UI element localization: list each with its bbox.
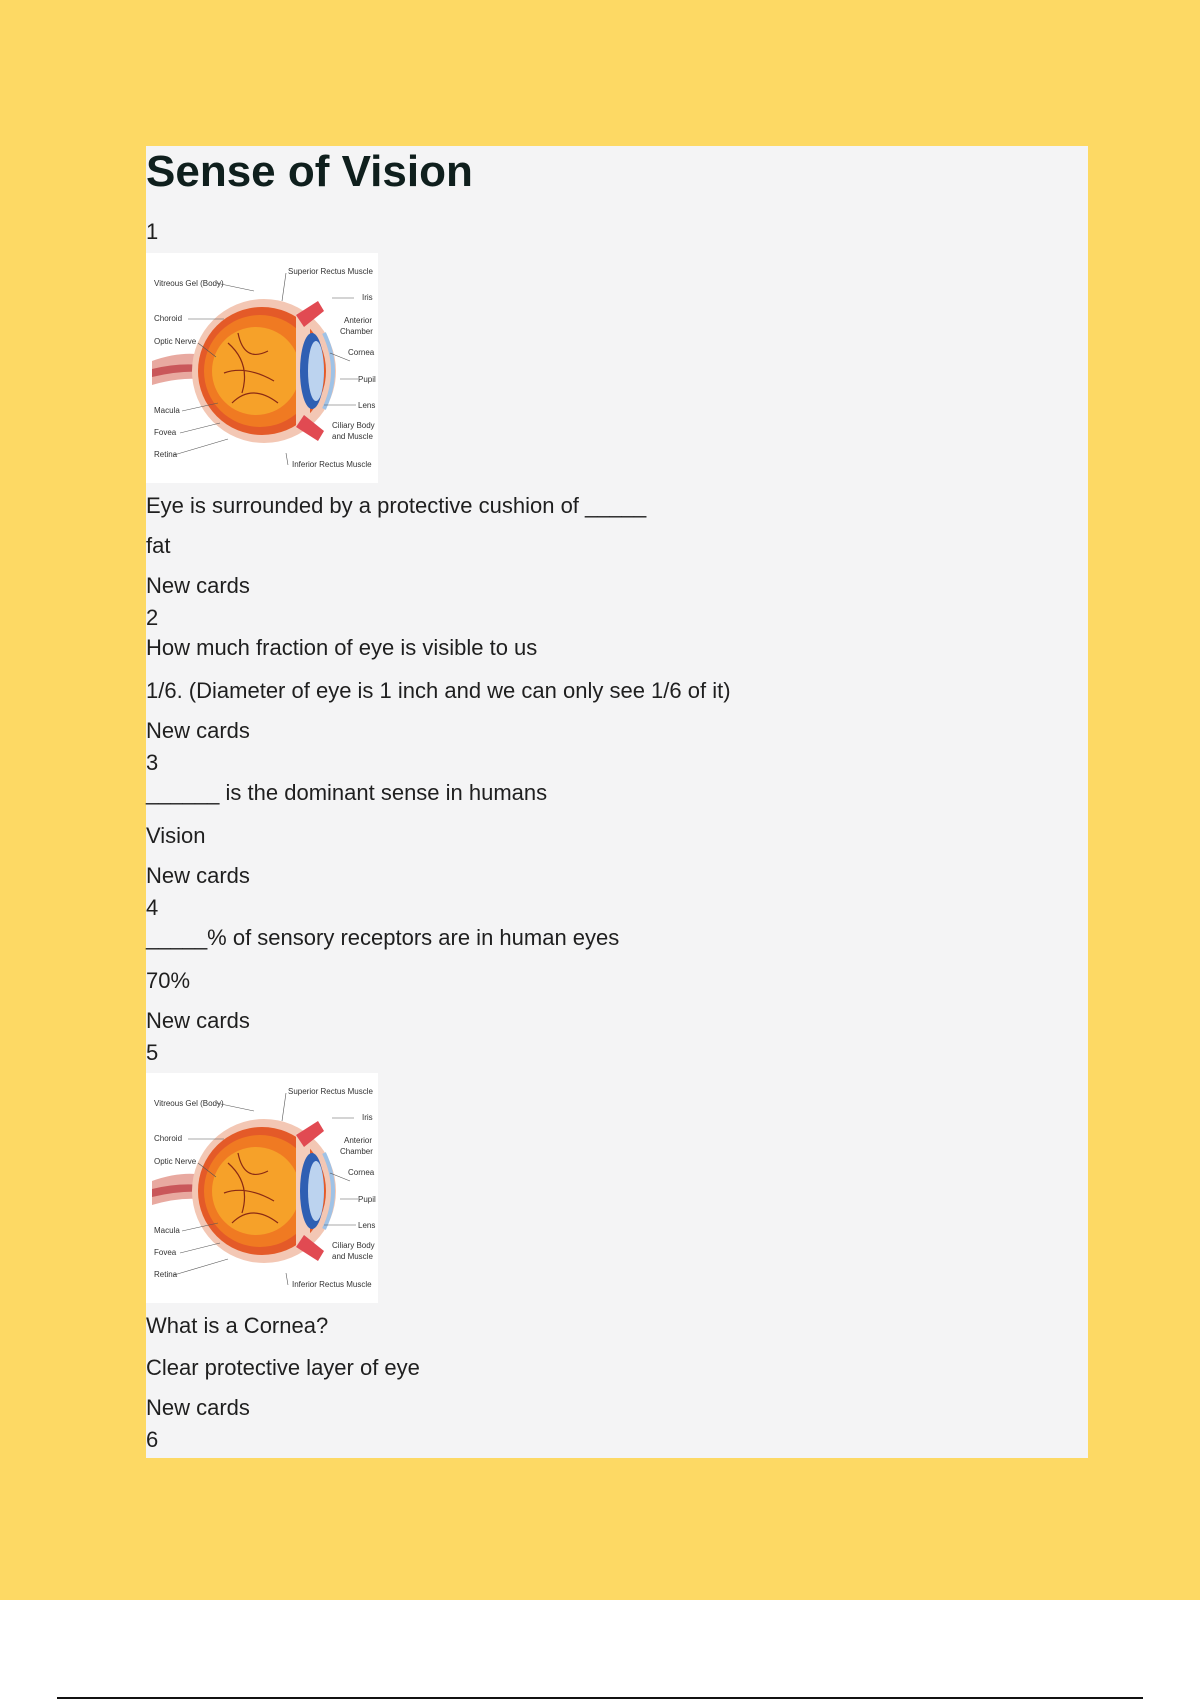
card-question: ______ is the dominant sense in humans (146, 780, 548, 805)
card-question: What is a Cornea? (146, 1313, 329, 1338)
svg-text:Anterior: Anterior (344, 1136, 373, 1145)
svg-text:Inferior Rectus Muscle: Inferior Rectus Muscle (292, 460, 372, 469)
card-question: How much fraction of eye is visible to us (146, 635, 538, 660)
svg-text:Choroid: Choroid (154, 1134, 183, 1143)
svg-text:Ciliary Body: Ciliary Body (332, 421, 375, 430)
svg-text:Retina: Retina (154, 1270, 178, 1279)
card-deck-label: New cards (146, 863, 250, 888)
eye-diagram-svg (146, 253, 378, 483)
card-question: _____% of sensory receptors are in human eyes (146, 925, 620, 950)
card-deck-label: New cards (146, 1395, 250, 1420)
svg-text:Superior Rectus Muscle: Superior Rectus Muscle (288, 1087, 373, 1096)
card-answer: fat (146, 533, 171, 558)
card-answer: 70% (146, 968, 191, 993)
svg-text:Lens: Lens (358, 1221, 376, 1230)
svg-text:Chamber: Chamber (340, 1147, 373, 1156)
svg-text:Superior Rectus Muscle: Superior Rectus Muscle (288, 267, 373, 276)
svg-text:Chamber: Chamber (340, 327, 373, 336)
svg-text:Vitreous Gel (Body): Vitreous Gel (Body) (154, 279, 224, 288)
svg-text:Pupil: Pupil (358, 1195, 376, 1204)
card-answer: 1/6. (Diameter of eye is 1 inch and we can only see 1/6 of it) (146, 678, 731, 703)
card-number: 1 (146, 219, 159, 244)
svg-text:Pupil: Pupil (358, 375, 376, 384)
svg-text:Iris: Iris (362, 1113, 373, 1122)
card-number: 2 (146, 605, 159, 630)
eye-anatomy-image (146, 253, 378, 483)
card-question: Eye is surrounded by a protective cushion of _____ (146, 493, 647, 518)
card-number: 6 (146, 1427, 159, 1452)
svg-text:Iris: Iris (362, 293, 373, 302)
svg-text:Anterior: Anterior (344, 316, 373, 325)
eye-diagram-svg (146, 1073, 378, 1303)
card-deck-label: New cards (146, 1008, 250, 1033)
svg-text:Retina: Retina (154, 450, 178, 459)
svg-text:Fovea: Fovea (154, 1248, 177, 1257)
svg-text:Vitreous Gel (Body): Vitreous Gel (Body) (154, 1099, 224, 1108)
card-deck-label: New cards (146, 573, 250, 598)
card-number: 5 (146, 1040, 159, 1065)
svg-text:Lens: Lens (358, 401, 376, 410)
card-answer: Clear protective layer of eye (146, 1355, 420, 1380)
card-deck-label: New cards (146, 718, 250, 743)
svg-text:Ciliary Body: Ciliary Body (332, 1241, 375, 1250)
svg-text:Optic Nerve: Optic Nerve (154, 1157, 197, 1166)
svg-text:Macula: Macula (154, 406, 180, 415)
svg-text:Fovea: Fovea (154, 428, 177, 437)
card-answer: Vision (146, 823, 206, 848)
eye-anatomy-image (146, 1073, 378, 1303)
card-number: 3 (146, 750, 159, 775)
page-title: Sense of Vision (146, 147, 473, 196)
svg-text:Cornea: Cornea (348, 348, 375, 357)
svg-text:Macula: Macula (154, 1226, 180, 1235)
footer-divider (57, 1697, 1143, 1699)
svg-text:Choroid: Choroid (154, 314, 183, 323)
svg-text:Inferior Rectus Muscle: Inferior Rectus Muscle (292, 1280, 372, 1289)
card-number: 4 (146, 895, 159, 920)
svg-text:and Muscle: and Muscle (332, 1252, 373, 1261)
svg-text:Optic Nerve: Optic Nerve (154, 337, 197, 346)
svg-text:Cornea: Cornea (348, 1168, 375, 1177)
svg-text:and Muscle: and Muscle (332, 432, 373, 441)
